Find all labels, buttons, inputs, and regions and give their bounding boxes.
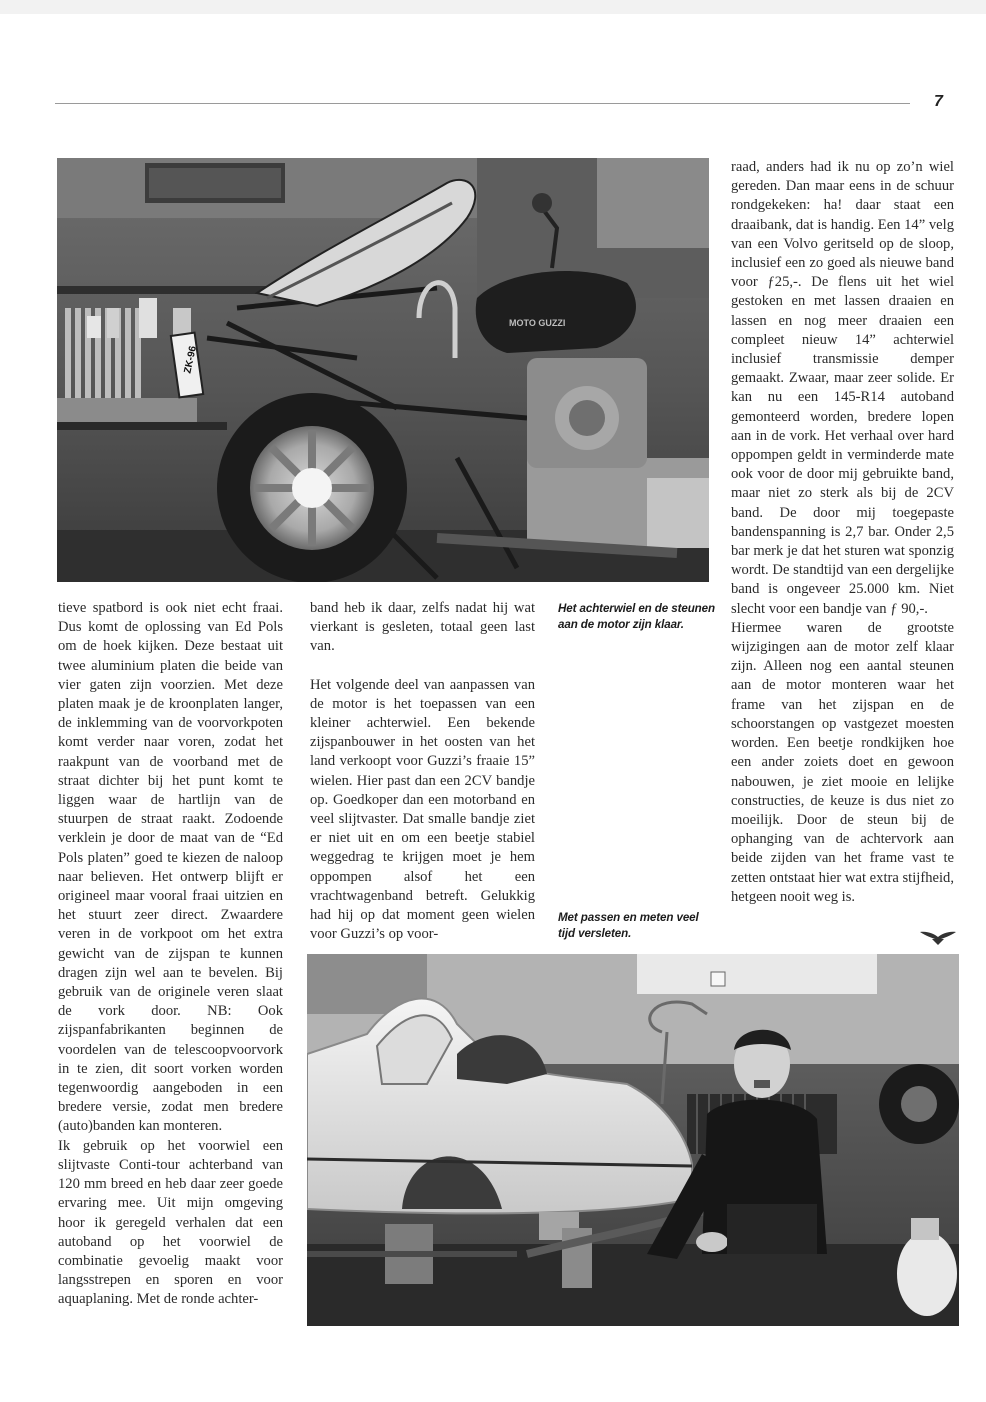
article-column-2 [310,599,535,944]
article-column-1 [58,599,283,1310]
plate-lettering: ZK-96 [182,345,199,375]
paragraph: raad, anders had ik nu op zo’n wiel gereden. Dan maar eens in de schuur rondgekeken: ha! daar staat een draaibank, dat is handig. Een 14” velg van een Volvo geritseld op de sloop, inclusief een zo goed als nieuwe band voor ƒ25,-. De flens uit het wiel gestoken en met lassen draaien en lassen en nog meer draaien een compleet nieuw 14” achterwiel inclusief transmissie demper gemaakt. Zwaar, maar zeer solide. Er kan nu een 145-R14 autoband gemonteerd worden, bredere lopen aan in de vork. Het verhaal over hard oppompen geldt in verminderde mate ook voor de door mij gebruikte band, maar niet zo sterk als bij de 2CV band. De door mij toegepaste bandenspanning is 2,7 bar. Onder 2,5 bar merk je dat het sturen wat sponzig wordt. De standtijd van een dergelijke band is ongeveer 25.000 km. Niet slecht voor een bandje van ƒ 90,-. [731,159,954,617]
tank-lettering: MOTO GUZZI [509,318,566,328]
paragraph: band heb ik daar, zelfs nadat hij wat vierkant is gesleten, totaal geen last van. [310,600,535,655]
photo-caption-sidecar: Met passen en meten veel tijd versleten. [558,911,699,940]
motorcycle-photo [57,158,709,582]
winged-emblem-icon [918,928,958,946]
page-number: 7 [934,93,943,110]
photo-caption-motorcycle: Het achterwiel en de steunen aan de motor zijn klaar. [558,602,715,631]
paragraph: Hiermee waren de grootste wijzigingen aan de motor zelf klaar zijn. Alleen nog een aantal steunen aan de motor monteren waar het frame van het zijspan en de schoorstangen op vastgezet moesten worden. Een beetje rondkijken hoe een ander zoiets doet en gewoon nabouwen, je ziet mooie en lelijke constructies, de keuze is dus niet zo moeilijk. Door de steun bij de ophanging van de achtervork aan beide zijden van het frame vast te zetten ontstaat hier wat extra stijfheid, hetgeen nooit weg is. [731,619,954,905]
paragraph: tieve spatbord is ook niet echt fraai. Dus komt de oplossing van Ed Pols om de hoek kijken. Deze bestaat uit twee aluminium platen die beide van vier gaten zijn voorzien. Met deze platen maak je de kroonplaten langer, de inklemming van de voorvorkpoten komt verder naar voren, zodat het raakpunt van de voorband met de straat dichter bij het punt komt te liggen waar de hartlijn van de stuurpen de straat raakt. Zodoende verklein je door de maat van de “Ed Pols platen” goed te kiezen de naloop naar believen. Het ontwerp blijft er origineel maar vooral fraai uitzien en het stuurt zeer direct. Zwaardere veren in de vorkpoot om het extra gewicht van de zijspan te kunnen dragen zijn wel aan te bevelen. Bij gebruik van de originele veren slaat de vork door. NB: Ook zijspanfabrikanten beginnen de voordelen van de telescoopvoorvork in te zien, dit soort vorken worden tegenwoordig aangeboden in een bredere versie, zodat men bredere (auto)banden kan monteren. [58,600,283,1135]
paragraph: Ik gebruik op het voorwiel een slijtvaste Conti-tour achterband van 120 mm breed en heb daar zeer goede ervaring mee. Uit mijn omgeving hoor ik geregeld verhalen dat een autoband op het voorwiel de combinatie gevoelig maakt voor langsstrepen en sporen en voor aquaplaning. Met de ronde achter- [58,1137,283,1308]
sidecar-photo [307,954,959,1326]
article-column-4 [731,158,954,907]
header-rule [55,103,910,104]
paragraph: Het volgende deel van aanpassen van de motor is het toepassen van een kleiner achterwiel. Een bekende zijspanbouwer in het oosten van het land verkoopt voor Guzzi’s fraaie 15” wielen. Hier past dan een 2CV bandje op. Goedkoper dan een motorband en veel slijtvaster. Dat smalle bandje ziet er niet uit en om een beetje stabiel weggedrag te krijgen moet je hem oppompen alsof het een vrachtwagenband betreft. Gelukkig had hij op dat moment geen wielen voor Guzzi’s op voor- [310,676,535,943]
scan-edge [0,0,986,14]
